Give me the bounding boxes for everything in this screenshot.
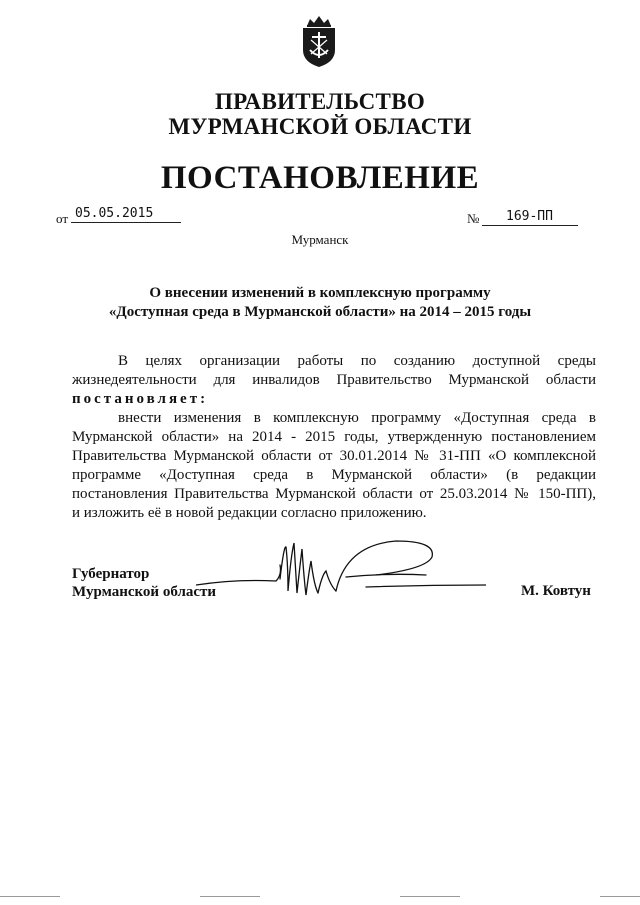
body-line-4: внести изменения в комплексную программу «Доступная среда в xyxy=(118,410,596,426)
body-line-7: программе «Доступная среда в Мурманской области» (в редакции xyxy=(72,467,596,483)
document-number: 169-ПП xyxy=(482,208,578,226)
city-name: Мурманск xyxy=(291,232,349,247)
document-date: 05.05.2015 xyxy=(71,205,181,223)
number-prefix: № xyxy=(467,211,480,226)
body-line-8: постановления Правительства Мурманской области от 25.03.2014 № 150-ПП), xyxy=(72,486,596,502)
body-line-1: В целях организации работы по созданию доступной среды xyxy=(118,353,596,369)
signatory-title-line1: Губернатор xyxy=(72,566,150,582)
subject-line-1: О внесении изменений в комплексную программу xyxy=(149,285,491,301)
body-line-5: Мурманской области» на 2014 - 2015 годы, утвержденную постановлением xyxy=(72,429,596,445)
signatory-title-line2: Мурманской области xyxy=(72,584,217,600)
handwritten-signature xyxy=(196,535,486,605)
signatory-name: М. Ковтун xyxy=(521,583,591,599)
document-type-title: ПОСТАНОВЛЕНИЕ xyxy=(160,160,480,196)
government-name-line1: ПРАВИТЕЛЬСТВО xyxy=(214,89,426,114)
decree-keyword: постановляет: xyxy=(72,391,209,407)
coat-of-arms-icon xyxy=(299,14,339,68)
scan-edge-divider xyxy=(0,895,640,898)
date-prefix: от xyxy=(56,211,69,226)
body-line-9: и изложить её в новой редакции согласно приложению. xyxy=(72,505,427,521)
body-line-2: жизнедеятельности для инвалидов Правительство Мурманской области xyxy=(72,372,596,388)
body-line-6: Правительства Мурманской области от 30.01.2014 № 31-ПП «О комплексной xyxy=(72,448,596,464)
government-name-line2: МУРМАНСКОЙ ОБЛАСТИ xyxy=(168,114,472,139)
subject-line-2: «Доступная среда в Мурманской области» на 2014 – 2015 годы xyxy=(108,304,532,320)
